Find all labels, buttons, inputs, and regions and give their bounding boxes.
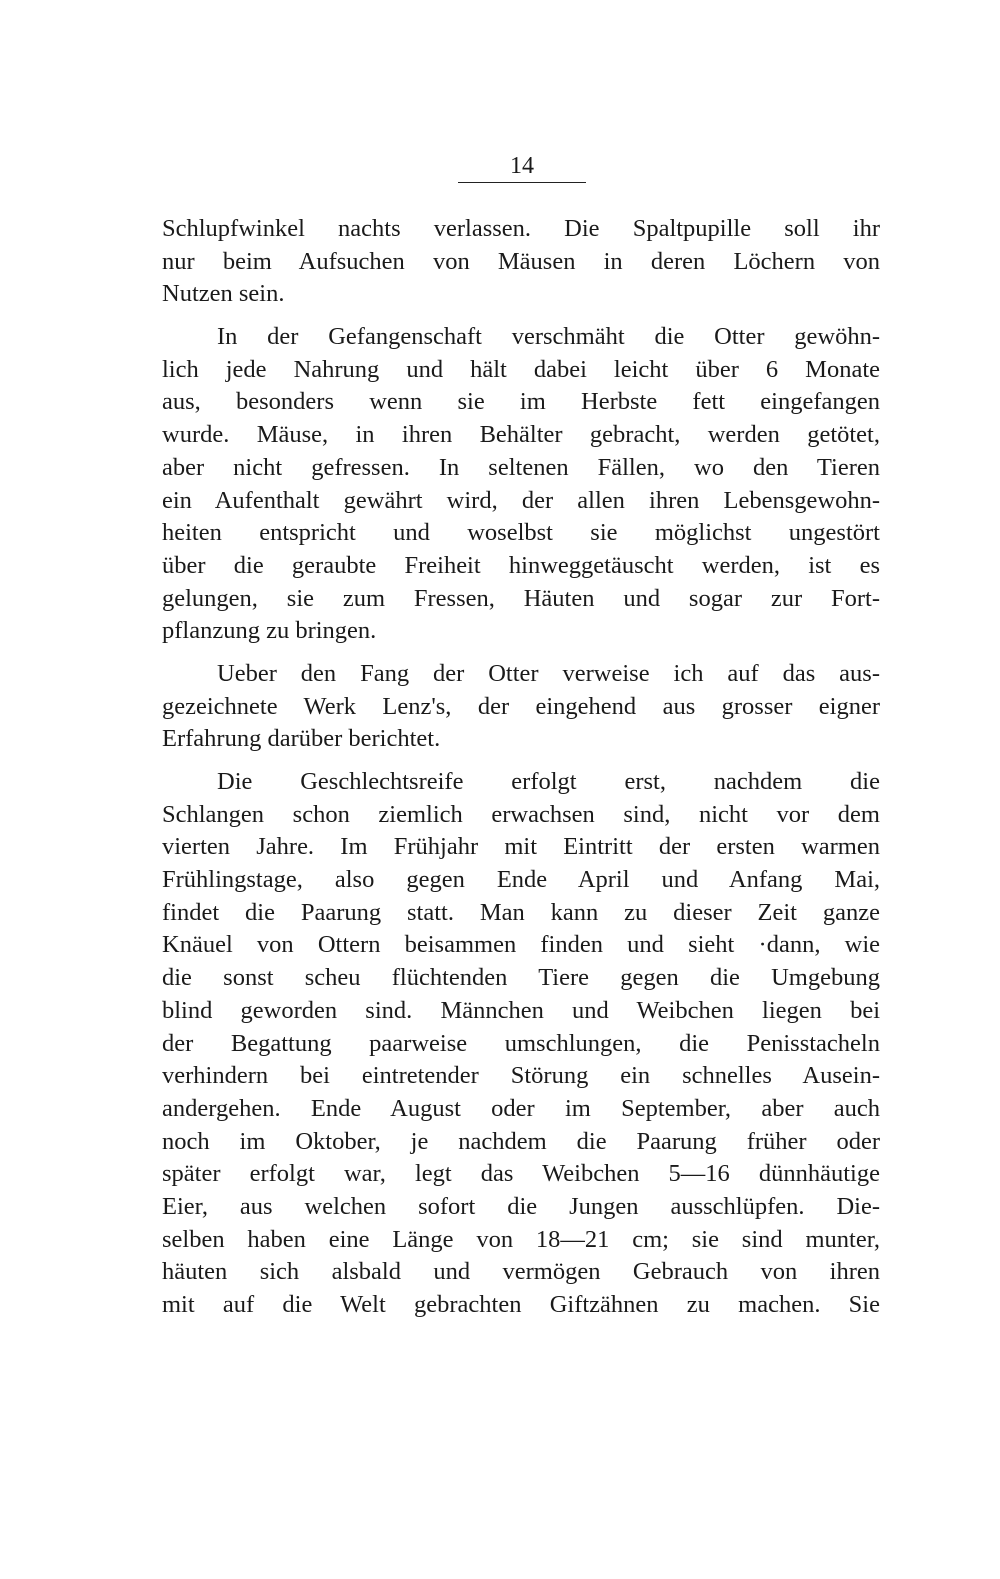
text-line: In der Gefangenschaft verschmäht die Otter gewöhn- — [217, 323, 880, 351]
text-line: die sonst scheu flüchtenden Tiere gegen die Umgebung — [162, 964, 880, 992]
text-line: wurde. Mäuse, in ihren Behälter gebracht, werden getötet, — [162, 421, 880, 449]
text-line: blind geworden sind. Männchen und Weibchen liegen bei — [162, 996, 880, 1024]
text-line: gezeichnete Werk Lenz's, der eingehend aus grosser eigner — [162, 692, 880, 720]
text-line: Die Geschlechtsreife erfolgt erst, nachdem die — [217, 768, 880, 795]
page-number-rule — [458, 182, 586, 183]
paragraph — [162, 321, 880, 648]
text-line: aber nicht gefressen. In seltenen Fällen, wo den Tieren — [162, 453, 880, 481]
text-line: Ueber den Fang der Otter verweise ich auf das aus- — [217, 659, 880, 687]
paragraph-gap — [162, 648, 880, 658]
text-line: Nutzen sein. — [162, 280, 285, 308]
paragraph — [162, 213, 880, 311]
paragraph — [162, 658, 880, 756]
text-line: verhindern bei eintretender Störung ein schnelles Ausein- — [162, 1062, 880, 1090]
text-line: später erfolgt war, legt das Weibchen 5—16 dünnhäutige — [162, 1160, 880, 1188]
page-number: 14 — [510, 153, 534, 179]
text-line: Schlupfwinkel nachts verlassen. Die Spaltpupille soll ihr — [162, 215, 880, 242]
body-text — [162, 213, 880, 1322]
text-line: vierten Jahre. Im Frühjahr mit Eintritt der ersten warmen — [162, 833, 880, 861]
text-line: der Begattung paarweise umschlungen, die Penisstacheln — [162, 1029, 880, 1057]
text-line: Schlangen schon ziemlich erwachsen sind, nicht vor dem — [162, 800, 880, 828]
paragraph — [162, 766, 880, 1322]
paragraph-gap — [162, 756, 880, 766]
text-line: selben haben eine Länge von 18—21 cm; sie sind munter, — [162, 1225, 880, 1253]
text-line: mit auf die Welt gebrachten Giftzähnen zu machen. Sie — [162, 1291, 880, 1318]
text-line: über die geraubte Freiheit hinweggetäuscht werden, ist es — [162, 551, 880, 579]
text-line: Eier, aus welchen sofort die Jungen ausschlüpfen. Die- — [162, 1192, 880, 1220]
text-line: Knäuel von Ottern beisammen finden und sieht ·dann, wie — [162, 931, 880, 959]
text-line: ein Aufenthalt gewährt wird, der allen ihren Lebensgewohn- — [162, 486, 880, 514]
text-line: nur beim Aufsuchen von Mäusen in deren Löchern von — [162, 247, 880, 275]
paragraph-gap — [162, 311, 880, 321]
text-line: aus, besonders wenn sie im Herbste fett eingefangen — [162, 388, 880, 416]
text-line: findet die Paarung statt. Man kann zu dieser Zeit ganze — [162, 898, 880, 926]
text-line: noch im Oktober, je nachdem die Paarung früher oder — [162, 1127, 880, 1155]
text-line: heiten entspricht und woselbst sie möglichst ungestört — [162, 519, 880, 547]
text-line: häuten sich alsbald und vermögen Gebrauch von ihren — [162, 1258, 880, 1286]
text-line: Erfahrung darüber berichtet. — [162, 725, 441, 753]
text-line: Frühlingstage, also gegen Ende April und Anfang Mai, — [162, 866, 880, 894]
text-line: lich jede Nahrung und hält dabei leicht über 6 Monate — [162, 355, 880, 383]
text-line: gelungen, sie zum Fressen, Häuten und sogar zur Fort- — [162, 584, 880, 612]
text-line: andergehen. Ende August oder im September, aber auch — [162, 1094, 880, 1122]
text-line: pflanzung zu bringen. — [162, 617, 377, 645]
